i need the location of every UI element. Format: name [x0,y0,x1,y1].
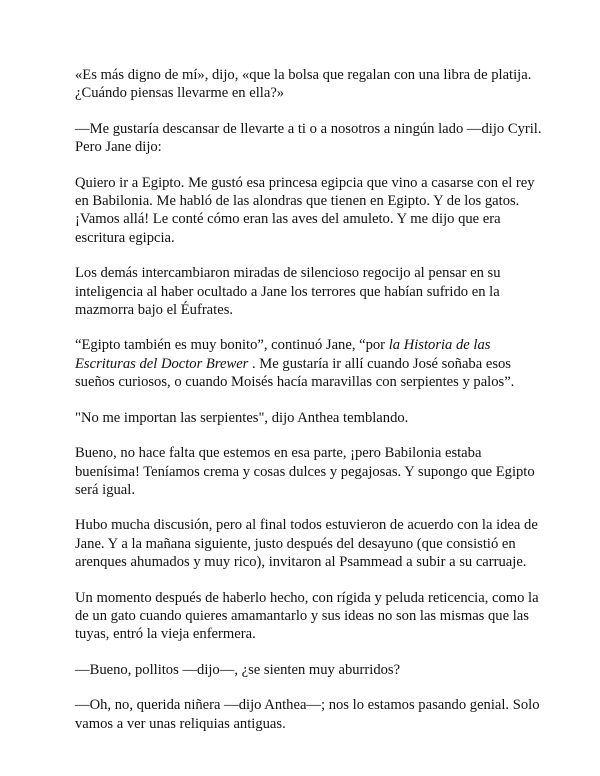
paragraph-11: —Oh, no, querida niñera —dijo Anthea—; nos lo estamos pasando genial. Solo vamos a ver unas reliquias antiguas. [75,697,540,732]
paragraph-5-text-after: . Me gustaría ir allí cuando José soñaba esos sueños curiosos, o cuando Moisés hacía maravillas con serpientes y palos”. [75,355,515,391]
paragraph-8: Hubo mucha discusión, pero al final todos estuvieron de acuerdo con la idea de Jane. Y a la mañana siguiente, justo después del desayuno (que consistió en arenques ahumados y muy rico), invitaron al Psammead a subir a su carruaje. [75,517,538,571]
paragraph-3: Quiero ir a Egipto. Me gustó esa princesa egipcia que vino a casarse con el rey en Babilonia. Me habló de las alondras que tienen en Egipto. Y de los gatos. ¡Vamos allá! Le conté cómo eran las aves del amuleto. Y me dijo que era escritura egipcia. [75,174,535,246]
paragraph-7: Bueno, no hace falta que estemos en esa parte, ¡pero Babilonia estaba buenísima! Teníamos crema y cosas dulces y pegajosas. Y supongo que Egipto será igual. [75,445,535,498]
book-title-italic: la Historia de las Escrituras del Doctor Brewer [75,337,491,372]
paragraph-2: —Me gustaría descansar de llevarte a ti o a nosotros a ningún lado —dijo Cyril. Pero Jane dijo: [75,120,542,156]
paragraph-5 [75,336,545,391]
paragraph-9: Un momento después de haberlo hecho, con rígida y peluda reticencia, como la de un gato cuando quieres amamantarlo y sus ideas no son las mismas que las tuyas, entró la vieja enfermera. [75,589,539,643]
body-text [75,66,545,750]
paragraph-10: —Bueno, pollitos —dijo—, ¿se sienten muy aburridos? [75,661,401,678]
paragraph-6: "No me importan las serpientes", dijo Anthea temblando. [75,409,409,426]
paragraph-1: «Es más digno de mí», dijo, «que la bolsa que regalan con una libra de platija. ¿Cuándo piensas llevarme en ella?» [75,67,532,102]
paragraph-5-text-before: “Egipto también es muy bonito”, continuó Jane, “por [75,337,389,354]
paragraph-4: Los demás intercambiaron miradas de silencioso regocijo al pensar en su inteligencia al haber ocultado a Jane los terrores que habían sufrido en la mazmorra bajo el Éufrates. [75,265,501,319]
